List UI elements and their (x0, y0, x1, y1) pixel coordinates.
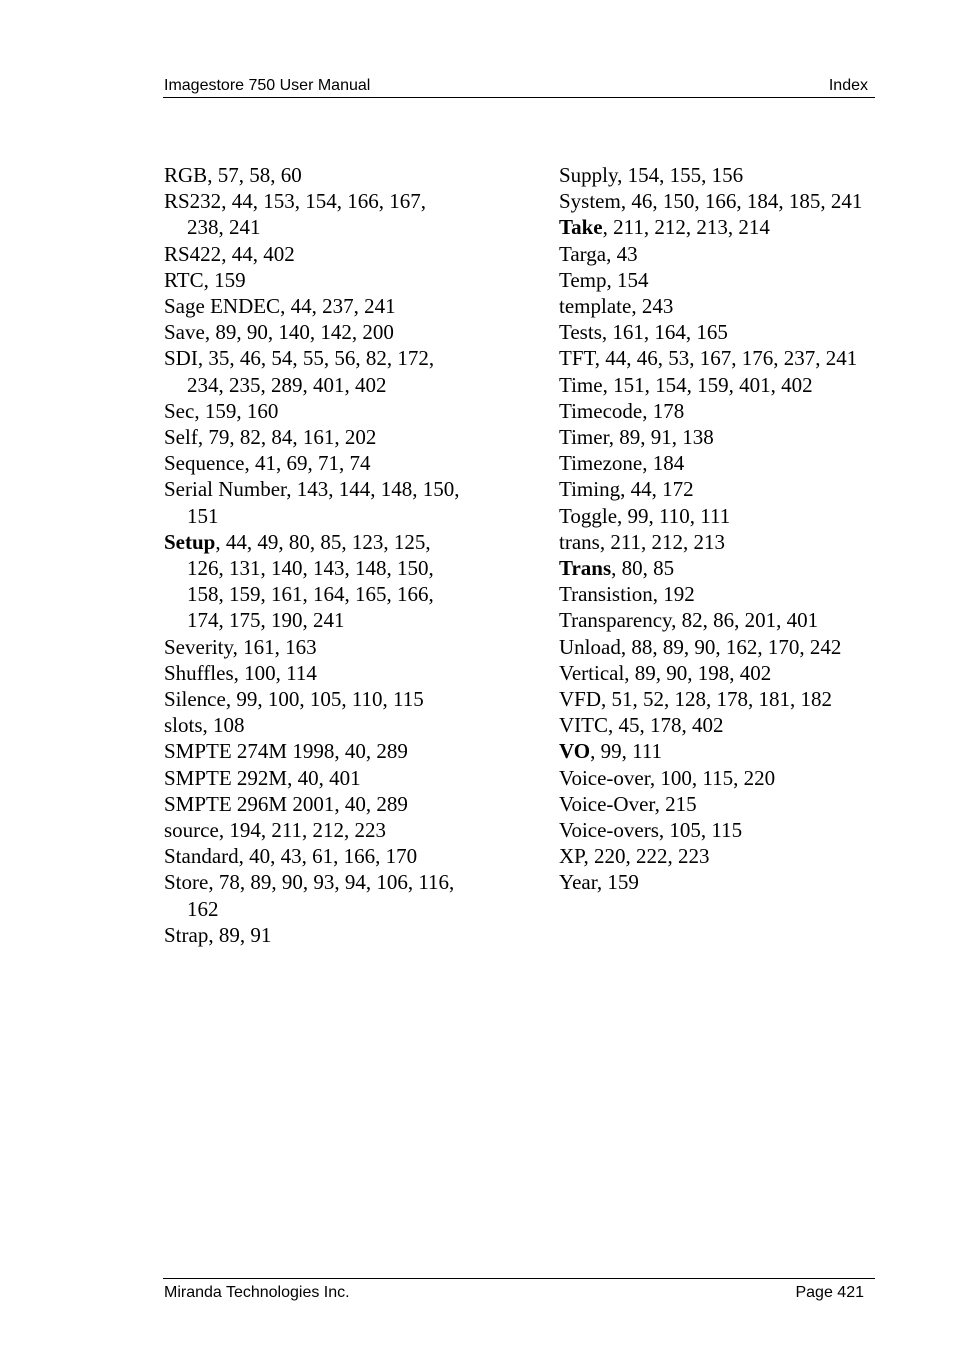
index-term: Toggle (559, 503, 618, 528)
index-term: Sequence (164, 451, 245, 476)
index-entry (164, 188, 464, 240)
index-entry (164, 843, 464, 869)
index-entry (164, 817, 464, 843)
index-term: RS422 (164, 241, 222, 266)
index-term: XP (559, 844, 584, 869)
index-term: Unload (559, 634, 621, 659)
index-entry (559, 843, 869, 869)
index-entry (164, 424, 464, 450)
index-entry (559, 450, 869, 476)
index-pages: , 159 (596, 870, 639, 895)
index-pages: , 82, 86, 201, 401 (671, 608, 819, 633)
index-pages: , 78, 89, 90, 93, 94, 106, 116, 162 (187, 870, 455, 921)
index-term: template (559, 294, 632, 319)
index-term: Standard (164, 844, 239, 869)
index-term: Sec (164, 398, 195, 423)
index-pages: , 178 (642, 398, 685, 423)
index-term: Temp (559, 267, 607, 292)
index-pages: , 40, 289 (334, 739, 408, 764)
index-pages: , 44, 49, 80, 85, 123, 125, 126, 131, 140, 143, 148, 150, 158, 159, 161, 164, 165, 166, 174, 175, 190, 241 (187, 529, 434, 633)
index-entry (559, 738, 869, 764)
index-pages: , 220, 222, 223 (583, 844, 710, 869)
index-term: Transparency (559, 608, 672, 633)
page-number: Page 421 (795, 1284, 864, 1301)
index-term: VO (559, 739, 591, 764)
index-entry (559, 398, 869, 424)
index-term: Time (559, 372, 603, 397)
index-entry (559, 503, 869, 529)
index-pages: , 243 (631, 294, 674, 319)
index-pages: , 151, 154, 159, 401, 402 (602, 372, 813, 397)
company-name: Miranda Technologies Inc. (164, 1284, 350, 1301)
index-term: Timezone (559, 451, 643, 476)
index-pages: , 192 (652, 582, 695, 607)
index-column-right (559, 162, 869, 896)
index-term: Timer (559, 425, 609, 450)
index-term: Self (164, 425, 198, 450)
index-entry (559, 214, 869, 240)
index-entry (559, 188, 869, 214)
index-entry (559, 267, 869, 293)
index-entry (164, 162, 464, 188)
index-term: Sage ENDEC (164, 294, 281, 319)
index-term: Supply (559, 163, 618, 187)
index-pages: , 57, 58, 60 (207, 163, 302, 187)
index-pages: , 161, 164, 165 (601, 320, 728, 345)
index-entry (559, 162, 869, 188)
index-pages: , 159 (203, 267, 246, 292)
index-pages: , 143, 144, 148, 150, 151 (187, 477, 460, 528)
index-term: System (559, 189, 621, 214)
index-entry (164, 450, 464, 476)
index-entry (164, 267, 464, 293)
index-term: source (164, 818, 219, 843)
index-entry (559, 241, 869, 267)
index-entry (559, 869, 869, 895)
index-entry (164, 791, 464, 817)
index-term: Transistion (559, 582, 653, 607)
index-term: slots (164, 713, 203, 738)
index-entry (164, 345, 464, 397)
index-term: TFT (559, 346, 595, 371)
index-entry (559, 660, 869, 686)
index-pages: , 41, 69, 71, 74 (244, 451, 371, 476)
index-term: Timecode (559, 398, 643, 423)
index-pages: , 99, 111 (590, 739, 663, 764)
index-pages: , 105, 115 (658, 818, 743, 843)
index-pages: , 211, 212, 213 (599, 529, 726, 554)
index-entry (164, 241, 464, 267)
index-pages: , 44, 237, 241 (280, 294, 396, 319)
index-entry (559, 581, 869, 607)
index-entry (164, 922, 464, 948)
index-pages: , 89, 91, 138 (608, 425, 714, 450)
index-pages: , 40, 289 (334, 791, 408, 816)
index-term: SMPTE 296M 2001 (164, 791, 335, 816)
index-term: Tests (559, 320, 602, 345)
index-term: SMPTE 274M 1998 (164, 739, 335, 764)
section-name: Index (828, 77, 868, 94)
index-term: RS232 (164, 189, 222, 214)
index-pages: , 80, 85 (611, 556, 675, 581)
index-entry (164, 293, 464, 319)
index-pages: , 88, 89, 90, 162, 170, 242 (620, 634, 842, 659)
index-pages: , 44, 172 (620, 477, 694, 502)
index-term: Targa (559, 241, 607, 266)
index-entry (164, 738, 464, 764)
index-pages: , 159, 160 (194, 398, 279, 423)
index-entry (559, 293, 869, 319)
index-entry (559, 476, 869, 502)
index-pages: , 215 (654, 791, 697, 816)
index-term: RGB (164, 163, 208, 187)
index-entry (559, 319, 869, 345)
index-entry (164, 712, 464, 738)
index-term: Take (559, 215, 603, 240)
index-term: Timing (559, 477, 621, 502)
index-pages: , 46, 150, 166, 184, 185, 241 (620, 189, 863, 214)
index-pages: , 161, 163 (232, 634, 317, 659)
index-pages: , 99, 100, 105, 110, 115 (225, 687, 424, 712)
index-term: Severity (164, 634, 233, 659)
index-entry (559, 634, 869, 660)
index-pages: , 79, 82, 84, 161, 202 (197, 425, 377, 450)
index-entry (559, 424, 869, 450)
index-term: Voice-Over (559, 791, 655, 816)
index-entry (559, 791, 869, 817)
index-pages: , 44, 153, 154, 166, 167, 238, 241 (187, 189, 426, 240)
index-term: VITC (559, 713, 608, 738)
page-footer (163, 1278, 875, 1305)
index-pages: , 99, 110, 111 (617, 503, 731, 528)
index-entry (164, 686, 464, 712)
index-term: Store (164, 870, 209, 895)
document-title: Imagestore 750 User Manual (164, 77, 371, 94)
index-entry (164, 660, 464, 686)
index-pages: , 154, 155, 156 (617, 163, 744, 187)
index-pages: , 184 (642, 451, 685, 476)
index-pages: , 40, 43, 61, 166, 170 (238, 844, 418, 869)
page-header (163, 76, 875, 98)
index-entry (164, 765, 464, 791)
index-column-left (164, 162, 464, 948)
index-pages: , 44, 402 (221, 241, 295, 266)
index-entry (559, 529, 869, 555)
index-term: Setup (164, 529, 216, 554)
index-term: RTC (164, 267, 204, 292)
index-term: SMPTE 292M (164, 765, 288, 790)
index-pages: , 45, 178, 402 (608, 713, 724, 738)
index-term: Trans (559, 556, 612, 581)
index-entry (559, 607, 869, 633)
index-pages: , 194, 211, 212, 223 (218, 818, 387, 843)
index-entry (164, 634, 464, 660)
index-term: Save (164, 320, 205, 345)
index-pages: , 89, 90, 140, 142, 200 (204, 320, 394, 345)
index-pages: , 51, 52, 128, 178, 181, 182 (601, 687, 833, 712)
index-entry (559, 345, 869, 371)
index-term: Serial Number (164, 477, 287, 502)
index-pages: , 100, 114 (233, 660, 317, 685)
index-pages: , 43 (606, 241, 638, 266)
index-pages: , 211, 212, 213, 214 (602, 215, 770, 240)
index-entry (559, 686, 869, 712)
index-term: Shuffles (164, 660, 234, 685)
index-entry (559, 555, 869, 581)
index-entry (164, 529, 464, 634)
index-term: Year (559, 870, 597, 895)
index-pages: , 89, 91 (208, 922, 272, 947)
index-pages: , 40, 401 (287, 765, 361, 790)
index-term: Voice-over (559, 765, 650, 790)
index-term: SDI (164, 346, 198, 371)
index-pages: , 154 (606, 267, 649, 292)
index-entry (164, 869, 464, 921)
index-pages: , 35, 46, 54, 55, 56, 82, 172, 234, 235, 289, 401, 402 (187, 346, 435, 397)
index-entry (164, 319, 464, 345)
index-term: Silence (164, 687, 226, 712)
index-entry (559, 817, 869, 843)
index-term: Voice-overs (559, 818, 659, 843)
index-term: trans (559, 529, 600, 554)
index-entry (164, 398, 464, 424)
index-pages: , 100, 115, 220 (649, 765, 776, 790)
index-entry (164, 476, 464, 528)
index-entry (559, 712, 869, 738)
index-pages: , 44, 46, 53, 167, 176, 237, 241 (594, 346, 858, 371)
index-term: Strap (164, 922, 209, 947)
index-entry (559, 372, 869, 398)
index-pages: , 108 (202, 713, 245, 738)
index-term: Vertical (559, 660, 625, 685)
index-pages: , 89, 90, 198, 402 (624, 660, 772, 685)
index-term: VFD (559, 687, 602, 712)
index-entry (559, 765, 869, 791)
